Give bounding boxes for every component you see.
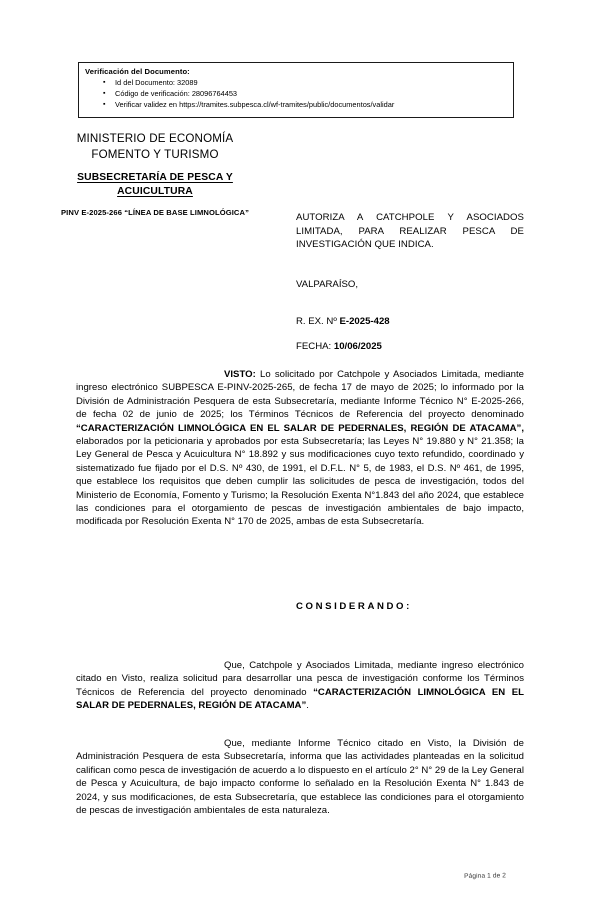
visto-text-part-1: Lo solicitado por Catchpole y Asociados Limitada, mediante ingreso electrónico SUBPESCA E-PINV-2025-265, de fecha 17 de mayo de 2025; lo informado por la División de Administración Pesquera de esta Subsecretaría, mediante Informe Técnico N° E-2025-266, de fecha 02 de junio de 2025; los Términos Técnicos de Referencia del proyecto denominado <box>76 369 524 421</box>
visto-paragraph <box>76 368 524 529</box>
project-code-label: PINV E-2025-266 “LÍNEA DE BASE LIMNOLÓGICA” <box>61 208 249 217</box>
resolution-date-label: FECHA: <box>296 341 334 352</box>
issue-city: VALPARAÍSO, <box>296 279 359 290</box>
verification-list <box>85 77 513 111</box>
considerando-paragraph-2: Que, mediante Informe Técnico citado en Visto, la División de Administración Pesquera de esta Subsecretaría, informa que las actividades planteadas en la solicitud califican como pesca de investigación de acuerdo a lo dispuesto en el artículo 2° N° 29 de la Ley General de Pesca y Acuicultura, de bajo impacto conforme lo señalado en la Resolución Exenta N° 1.843 de 2024, y sus modificaciones, de esta Subsecretaría, que establece las condiciones para el otorgamiento de pescas de investigación ambientales de esta naturaleza. <box>76 738 524 817</box>
verification-item-document-id <box>85 77 513 88</box>
considerando-paragraph-1 <box>76 659 524 713</box>
document-subject: AUTORIZA A CATCHPOLE Y ASOCIADOS LIMITADA, PARA REALIZAR PESCA DE INVESTIGACIÓN QUE INDICA. <box>296 212 524 250</box>
subsecretary-line-2: ACUICULTURA <box>117 185 193 197</box>
resolution-number-label: R. EX. Nº <box>296 316 340 327</box>
resolution-date-value: 10/06/2025 <box>333 341 382 352</box>
considerando-1-text-part-1: Que, Catchpole y Asociados Limitada, mediante ingreso electrónico citado en Visto, realiza solicitud para desarrollar una pesca de investigación conforme los Términos Técnicos de Referencia del proyecto denominado <box>76 660 524 698</box>
visto-project-title: “CARACTERIZACIÓN LIMNOLÓGICA EN EL SALAR DE PEDERNALES, REGIÓN DE ATACAMA”, <box>76 422 524 434</box>
considerando-heading: CONSIDERANDO: <box>296 601 412 612</box>
visto-text-part-2: elaborados por la peticionaria y aprobados por esta Subsecretaría; las Leyes N° 19.880 y N° 21.358; la Ley General de Pesca y Acuicultura N° 18.892 y sus modificaciones cuyo texto refundido, coordinado y sistematizado fue fijado por el D.S. Nº 430, de 1991, el D.F.L. N° 5, de 1983, el D.S. Nº 461, de 1995, que establece los requisitos que deben cumplir las solicitudes de pesca de investigación, todos del Ministerio de Economía, Fomento y Turismo; la Resolución Exenta N°1.843 del año 2024, que establece las condiciones para el otorgamiento de pescas de investigación ambientales de bajo impacto, modificada por Resolución Exenta N° 170 de 2025, ambas de esta Subsecretaría. <box>76 436 524 528</box>
verification-item-label: Verificar validez en https://tramites.subpesca.cl/wf-tramites/public/documentos/validar <box>115 100 395 110</box>
subsecretary-line-1: SUBSECRETARÍA DE PESCA Y <box>77 172 233 183</box>
bullet-icon: ▪ <box>103 79 106 86</box>
verification-item-label: Código de verificación: 28096764453 <box>115 89 238 99</box>
visto-label: VISTO: <box>224 369 256 380</box>
subsecretary-name <box>16 171 294 198</box>
considerando-1-text-part-2: . <box>306 700 309 712</box>
bullet-icon: ▪ <box>103 90 106 98</box>
resolution-number-value: E-2025-428 <box>339 316 390 327</box>
verification-item-code <box>85 88 513 99</box>
verification-title: Verificación del Documento: <box>85 67 190 76</box>
ministry-line-2: FOMENTO Y TURISMO <box>91 147 219 161</box>
verification-item-url[interactable] <box>85 99 513 110</box>
page-number-footer: Página 1 de 2 <box>464 872 507 880</box>
letterhead <box>16 131 294 218</box>
resolution-date <box>296 340 524 353</box>
document-verification-box <box>78 62 514 118</box>
ministry-line-1: MINISTERIO DE ECONOMÍA <box>76 132 234 145</box>
verification-item-label: Id del Documento: 32089 <box>115 78 198 87</box>
bullet-icon: ▪ <box>103 101 106 109</box>
resolution-number <box>296 315 524 328</box>
considerando-1-project-title: “CARACTERIZACIÓN LIMNOLÓGICA EN EL SALAR DE PEDERNALES, REGIÓN DE ATACAMA” <box>76 686 524 712</box>
